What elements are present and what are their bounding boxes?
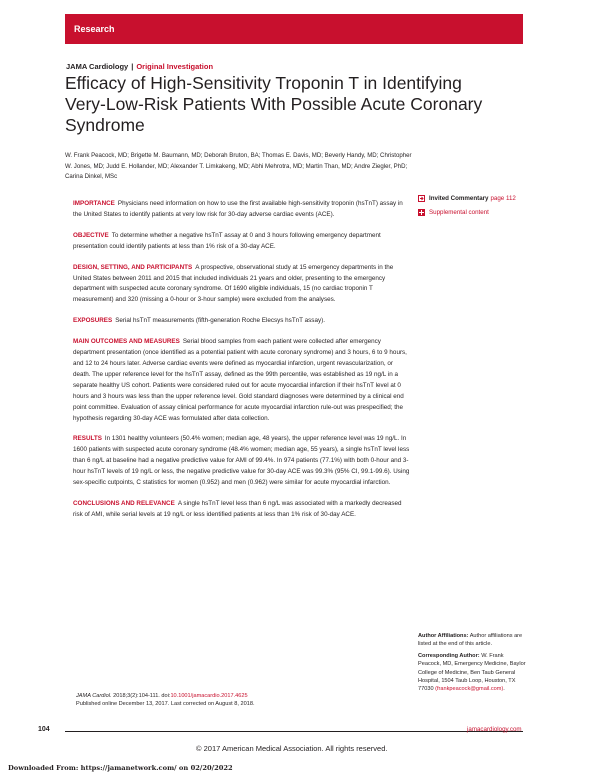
abstract-text: In 1301 healthy volunteers (50.4% women; median age, 48 years), the upper reference level was 19 ng/L. In 1600 patients with suspected acute coronary syndrome (48.4% women; median age, 55 years), a single hsTnT level less than 6 ng/L at baseline had a negative predictive value for AMI of 99.4%. In 974 patients (77.1%) with both 0-hour and 3-hour hsTnT levels of 19 ng/L or less, the negative predictive value for 30-day ACE was 99.3% (95% CI, 99.1-99.6). Using sex-specific cutpoints, C statistics for women (0.952) and men (0.962) were similar for acute myocardial infarction. <box>73 435 410 487</box>
abstract-importance <box>73 199 410 221</box>
article-title: Efficacy of High-Sensitivity Troponin T in Identifying Very-Low-Risk Patients With Possible Acute Coronary Syndrome <box>65 73 483 135</box>
download-stamp: Downloaded From: https://jamanetwork.com/ on 02/20/2022 <box>8 764 233 772</box>
abstract-label: CONCLUSIONS AND RELEVANCE <box>73 499 175 507</box>
abstract-text: Serial blood samples from each patient were collected after emergency department presentation (once identified as a potential patient with acute coronary syndrome) and 3 hours, 6 to 9 hours, and 12 to 24 hours later. Adverse cardiac events were defined as myocardial infarction, urgent revascularization, or death. The upper reference level for the hsTnT assay, defined as the 99th percentile, was established as 19 ng/L in a separate healthy US cohort. Patients were considered ruled out for acute myocardial infarction if their hsTnT level at 0 hours and 3 hours was less than the upper reference level. Gold standard diagnoses were determined by a clinical end point committee. Evaluation of assay clinical performance for acute myocardial infarction rule-out was prespecified; the hypothesis regarding 30-day ACE was formulated after data collection. <box>73 338 407 422</box>
corresponding-author-block <box>418 652 528 694</box>
citation-doi[interactable]: 10.1001/jamacardio.2017.4625 <box>170 693 248 699</box>
commentary-label: Invited Commentary <box>429 194 489 202</box>
abstract-label: IMPORTANCE <box>73 200 115 207</box>
abstract-results <box>73 434 410 489</box>
abstract-label: DESIGN, SETTING, AND PARTICIPANTS <box>73 263 193 271</box>
citation-ref: 2018;3(2):104-111. doi: <box>113 693 171 699</box>
corresponding-end: . <box>503 686 505 693</box>
abstract-label: EXPOSURES <box>73 317 113 325</box>
invited-commentary-link[interactable] <box>418 191 548 205</box>
abstract-text: A single hsTnT level less than 6 ng/L was associated with a markedly decreased risk of AMI, while serial levels at 19 ng/L or less identified patients at less than 1% risk of 30-day ACE. <box>73 499 402 518</box>
author-list: W. Frank Peacock, MD; Brigette M. Baumann, MD; Deborah Bruton, BA; Thomas E. Davis, MD; Beverly Handy, MD; Christopher W. Jones, MD; Judd E. Hollander, MD; Alexander T. Limkakeng, MD; Abhi Mehrotra, MD; Martin Than, MD; Andre Ziegler, PhD; Carina Dinkel, MSc <box>65 152 412 180</box>
corresponding-label: Corresponding Author: <box>418 652 480 659</box>
supplemental-content-link[interactable] <box>418 205 548 219</box>
abstract-label: MAIN OUTCOMES AND MEASURES <box>73 338 180 346</box>
journal-name: JAMA Cardiology <box>66 62 129 71</box>
plus-icon <box>418 209 425 216</box>
journal-separator: | <box>131 62 134 71</box>
abstract-conclusions <box>73 499 410 521</box>
abstract-design <box>73 263 410 307</box>
section-tab <box>65 14 523 44</box>
journal-line <box>66 62 213 71</box>
website-link[interactable]: jamacardiology.com <box>467 726 522 733</box>
abstract-text: A prospective, observational study at 15 emergency departments in the United States between 2011 and 2015 that included individuals 21 years and older, presenting to the emergency department with suspected acute coronary syndrome. Of 1690 eligible individuals, 15 (no cardiac troponin T measurement) and 320 (missing a 0-hour or 3-hour sample) were excluded from the analyses. <box>73 263 394 304</box>
affiliations-block <box>418 632 528 649</box>
commentary-page[interactable]: page 112 <box>490 194 516 202</box>
citation-line <box>76 692 406 700</box>
abstract-label: OBJECTIVE <box>73 231 109 239</box>
abstract-text: Serial hsTnT measurements (fifth-generation Roche Elecsys hsTnT assay). <box>115 317 325 325</box>
abstract <box>73 199 410 531</box>
page-number: 104 <box>38 726 50 733</box>
abstract-exposures <box>73 316 410 327</box>
published-line: Published online December 13, 2017. Last corrected on August 8, 2018. <box>76 701 255 707</box>
abstract-text: Physicians need information on how to use the first available high-sensitivity troponin (hsTnT) assay in the United States to identify patients at very low risk for 30-day adverse cardiac events (ACE). <box>73 200 403 218</box>
affiliations-label: Author Affiliations: <box>418 633 469 639</box>
article-type: Original Investigation <box>136 62 214 71</box>
supplemental-label[interactable]: Supplemental content <box>429 208 489 216</box>
section-label: Research <box>74 24 115 34</box>
abstract-outcomes <box>73 337 410 424</box>
author-affiliations <box>418 632 528 697</box>
corresponding-text: W. Frank Peacock, MD, Emergency Medicine, Baylor College of Medicine, Ben Taub General Hospital, 1504 Taub Loop, Houston, TX 77030 <box>418 652 526 693</box>
side-links <box>418 191 548 219</box>
abstract-objective <box>73 231 410 253</box>
abstract-text: To determine whether a negative hsTnT assay at 0 and 3 hours following emergency department presentation could identify patients at less than 1% risk of a 30-day ACE. <box>73 231 381 250</box>
citation <box>76 692 406 708</box>
footer-divider <box>65 731 523 732</box>
corresponding-email[interactable]: (frankpeacock@gmail.com) <box>435 686 504 693</box>
citation-journal: JAMA Cardiol. <box>76 693 112 699</box>
copyright-notice: © 2017 American Medical Association. All rights reserved. <box>196 744 388 753</box>
abstract-label: RESULTS <box>73 435 102 443</box>
commentary-arrow-icon <box>418 195 425 202</box>
affiliations-text: Author affiliations are listed at the end of this article. <box>418 633 523 648</box>
